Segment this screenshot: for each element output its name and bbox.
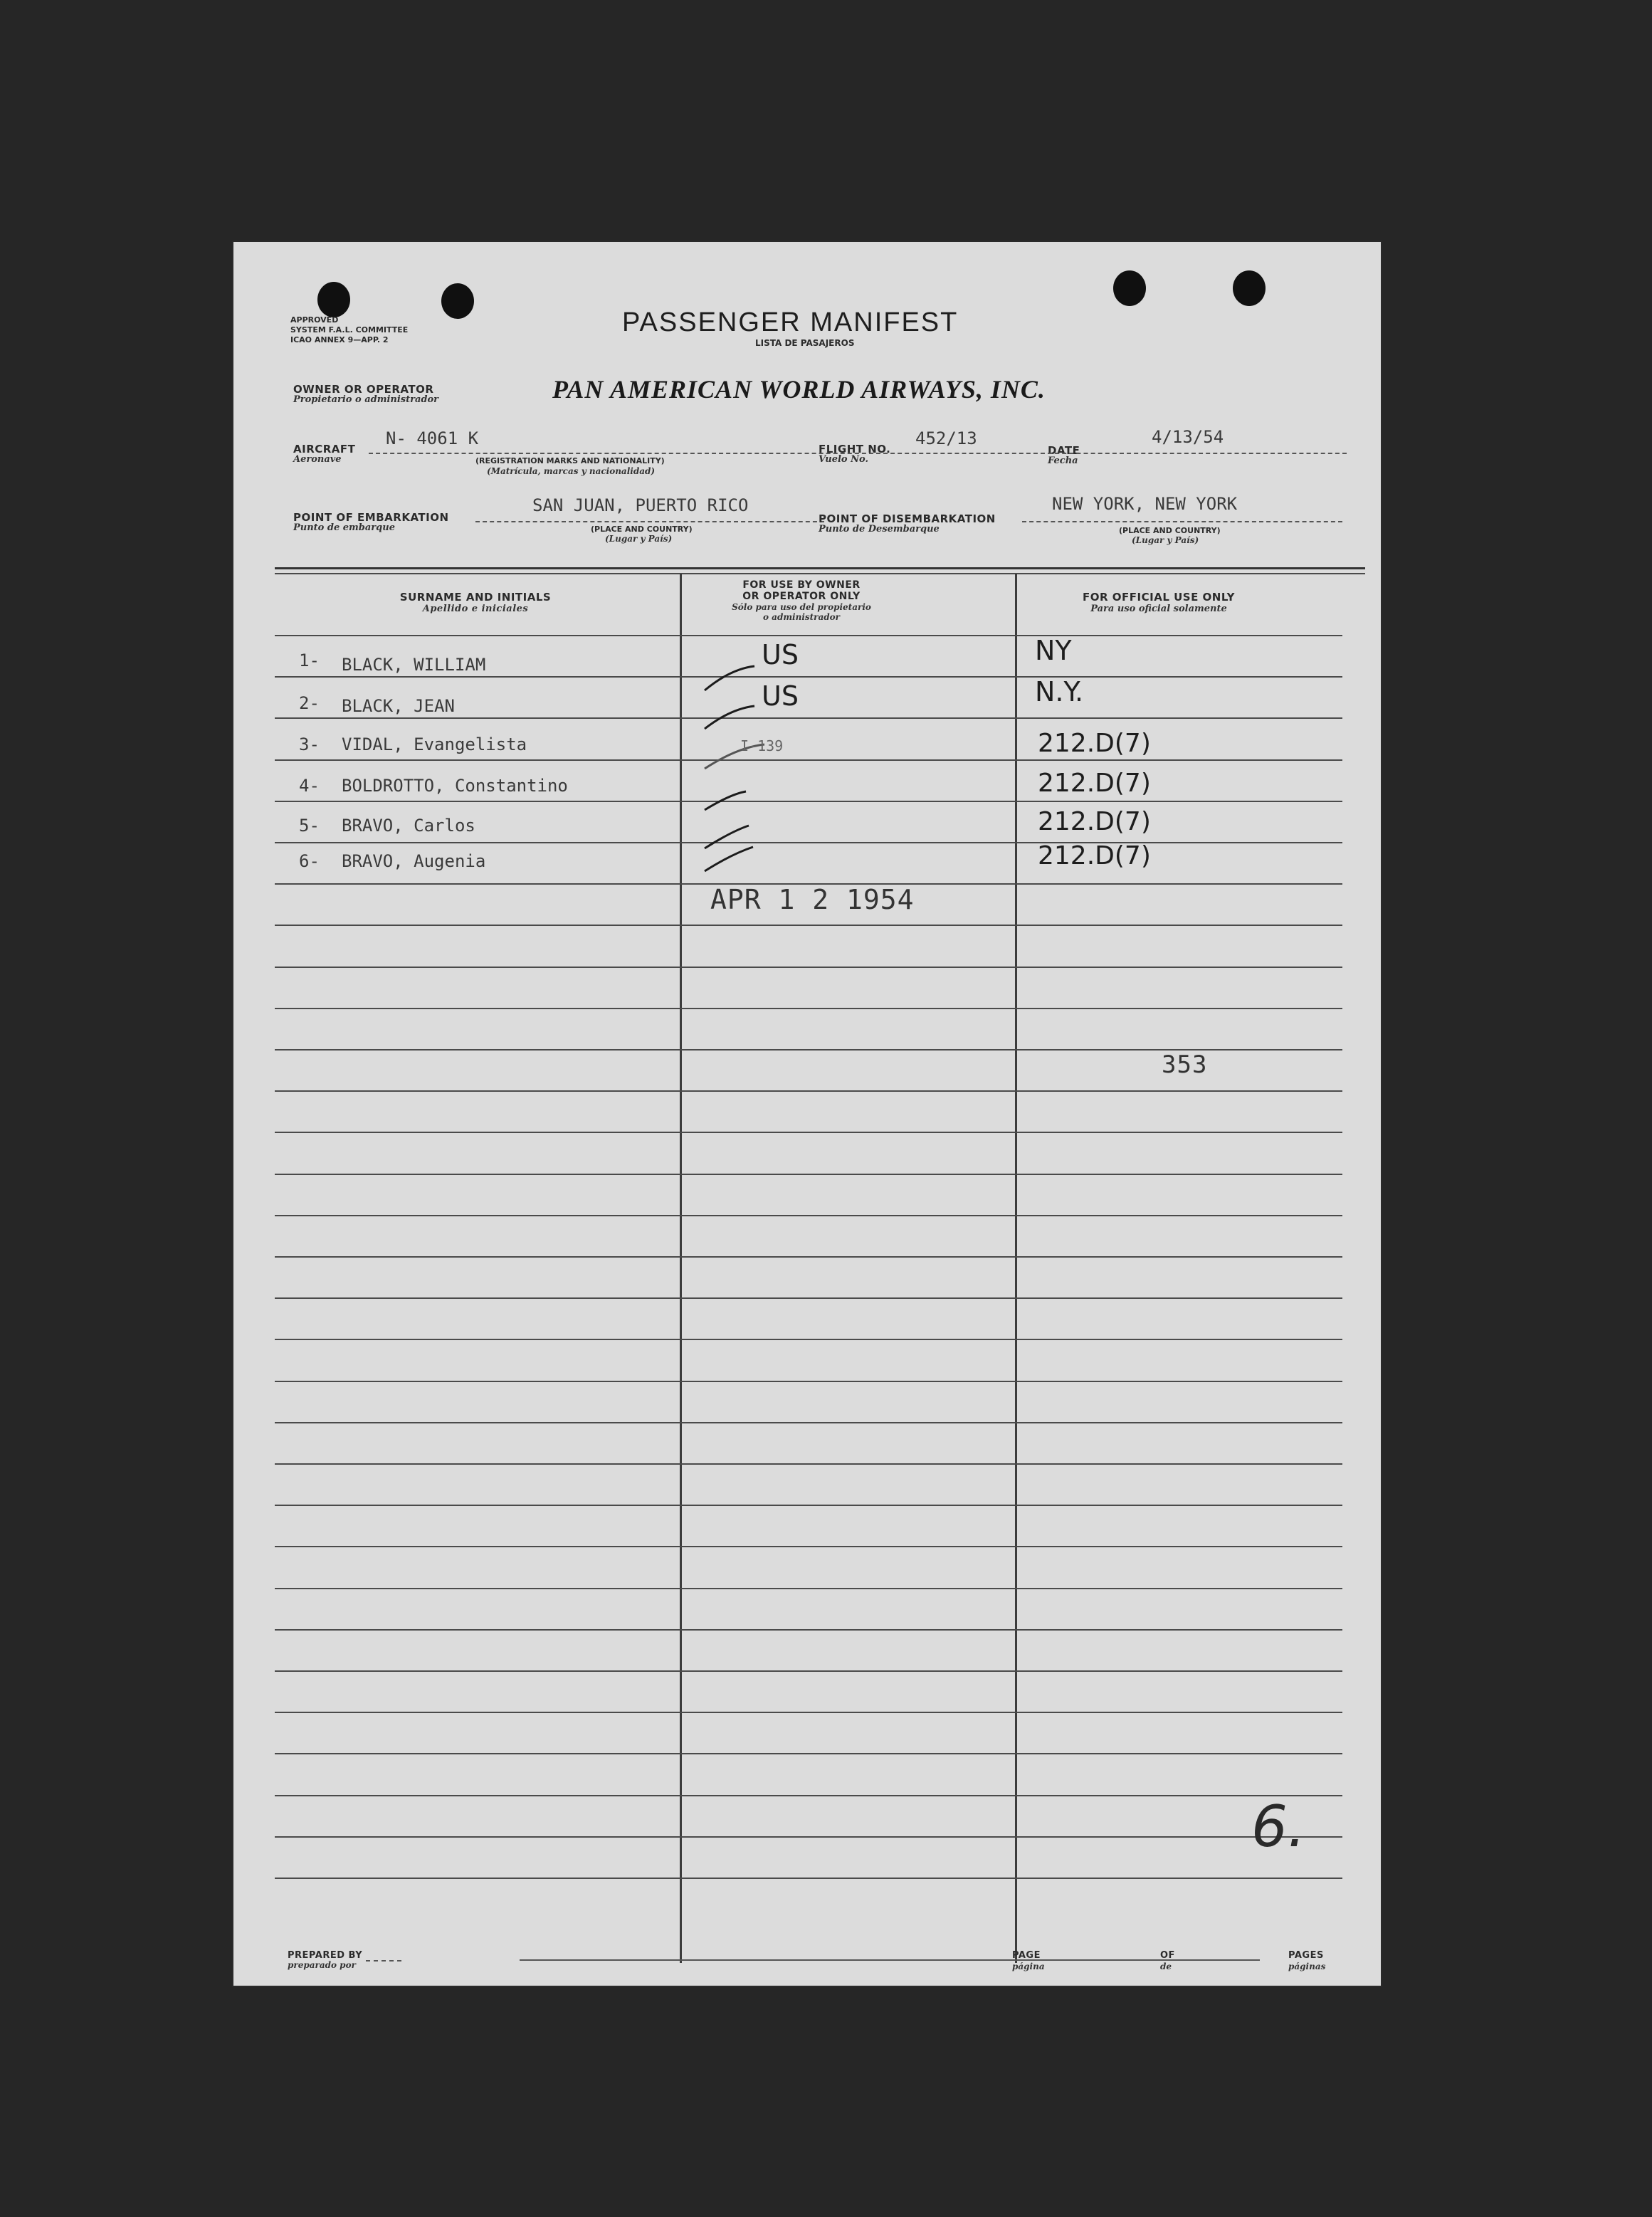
page-subtitle: LISTA DE PASAJEROS [755, 338, 855, 348]
col-official-label: FOR OFFICIAL USE ONLY [1083, 591, 1235, 604]
page-label-es: página [1012, 1961, 1045, 1971]
col-surname-label-es: Apellido e iniciales [422, 604, 529, 614]
row-rule [275, 1670, 1342, 1672]
page-label: PAGE [1012, 1950, 1041, 1961]
col-owner-label-es: Sólo para uso del propietario [732, 602, 871, 612]
prepared-label-es: preparado por [288, 1960, 356, 1970]
row-number: 5- [299, 816, 320, 836]
stamp-number: 353 [1162, 1050, 1208, 1079]
table-top-rule [275, 567, 1365, 569]
check-mark [705, 847, 753, 871]
row-rule [275, 925, 1342, 926]
disembark-caption-es: (Lugar y País) [1132, 535, 1199, 545]
approved-line: SYSTEM F.A.L. COMMITTEE [290, 325, 409, 335]
pages-label: PAGES [1288, 1950, 1324, 1961]
approved-line: APPROVED [290, 315, 339, 325]
col-header-owner [680, 579, 922, 622]
registration-caption: (REGISTRATION MARKS AND NATIONALITY) [475, 456, 665, 465]
footer-line [520, 1959, 1260, 1961]
row-rule [275, 1878, 1342, 1879]
col-official-label-es: Para uso oficial solamente [1090, 604, 1227, 614]
embark-line [475, 521, 824, 522]
official-mark: 212.D(7) [1038, 769, 1151, 798]
row-rule [275, 1090, 1342, 1092]
col-owner-label: OR OPERATOR ONLY [742, 591, 861, 602]
disembark-label-es: Punto de Desembarque [819, 524, 940, 534]
date-label-es: Fecha [1048, 455, 1078, 466]
row-rule [275, 1339, 1342, 1340]
official-mark: N.Y. [1035, 676, 1084, 707]
flight-label-es: Vuelo No. [819, 454, 868, 465]
passenger-name: BRAVO, Carlos [342, 816, 475, 836]
row-rule [275, 1422, 1342, 1423]
row-rule [275, 1008, 1342, 1009]
row-rule [275, 1753, 1342, 1754]
date-value: 4/13/54 [1152, 427, 1224, 447]
flight-label: FLIGHT NO. [819, 443, 891, 455]
row-rule [275, 1505, 1342, 1506]
row-rule [275, 1546, 1342, 1547]
col-header-surname [312, 591, 639, 614]
col-header-official [1031, 591, 1287, 614]
row-number: 1- [299, 651, 320, 670]
owner-label: OWNER OR OPERATOR [293, 383, 434, 396]
check-mark [705, 826, 749, 848]
aircraft-label: AIRCRAFT [293, 443, 356, 455]
pages-label-es: páginas [1288, 1961, 1326, 1971]
row-rule [275, 1836, 1342, 1838]
row-rule [275, 1174, 1342, 1175]
row-rule [275, 1629, 1342, 1631]
registration-caption-es: (Matrícula, marcas y nacionalidad) [487, 466, 656, 476]
aircraft-label-es: Aeronave [293, 454, 342, 465]
date-line [1048, 453, 1347, 454]
row-rule [275, 1381, 1342, 1382]
check-marks [680, 626, 823, 897]
punch-hole [317, 282, 350, 317]
disembark-label: POINT OF DISEMBARKATION [819, 512, 996, 525]
row-number: 4- [299, 776, 320, 796]
embark-label: POINT OF EMBARKATION [293, 511, 449, 524]
manifest-sheet [233, 242, 1381, 1986]
check-mark [705, 791, 746, 810]
disembark-caption: (PLACE AND COUNTRY) [1119, 526, 1221, 535]
row-rule [275, 1463, 1342, 1465]
passenger-name: BLACK, WILLIAM [342, 655, 486, 675]
passenger-name: BLACK, JEAN [342, 696, 455, 716]
of-label: OF [1160, 1950, 1175, 1961]
row-rule [275, 1256, 1342, 1258]
date-label: DATE [1048, 444, 1080, 457]
official-mark: 212.D(7) [1038, 729, 1151, 758]
row-number: 2- [299, 693, 320, 713]
official-mark: NY [1035, 635, 1072, 666]
col-owner-label: FOR USE BY OWNER [742, 579, 861, 591]
page-title: PASSENGER MANIFEST [622, 307, 959, 337]
row-rule [275, 1712, 1342, 1713]
punch-hole [441, 283, 474, 319]
official-mark: 212.D(7) [1038, 807, 1151, 836]
row-rule [275, 967, 1342, 968]
disembark-value: NEW YORK, NEW YORK [1052, 494, 1238, 514]
embark-label-es: Punto de embarque [293, 522, 395, 533]
owner-mark: US [762, 639, 799, 670]
embark-caption-es: (Lugar y País) [605, 534, 673, 544]
approved-line: ICAO ANNEX 9—APP. 2 [290, 335, 389, 344]
embark-value: SAN JUAN, PUERTO RICO [532, 495, 749, 515]
col-owner-label-es: o administrador [763, 612, 840, 622]
row-number: 3- [299, 734, 320, 754]
owner-mark: US [762, 680, 799, 712]
prepared-label: PREPARED BY [288, 1950, 363, 1961]
passenger-name: BRAVO, Augenia [342, 851, 486, 871]
punch-hole [1113, 270, 1146, 306]
row-number: 6- [299, 851, 320, 871]
handwritten-count: 6. [1251, 1794, 1306, 1860]
date-stamp: APR 1 2 1954 [710, 884, 915, 915]
row-rule [275, 1795, 1342, 1796]
aircraft-line [369, 453, 1052, 454]
row-rule [275, 1297, 1342, 1299]
row-rule [275, 1588, 1342, 1589]
of-label-es: de [1160, 1961, 1172, 1971]
check-mark [705, 666, 754, 690]
owner-label-es: Propietario o administrador [293, 394, 439, 405]
official-mark: 212.D(7) [1038, 841, 1151, 870]
flight-value: 452/13 [915, 428, 977, 448]
prepared-line [366, 1960, 401, 1961]
passenger-name: VIDAL, Evangelista [342, 734, 527, 754]
col-surname-label: SURNAME AND INITIALS [399, 591, 552, 604]
row-rule [275, 1215, 1342, 1216]
airline-name: PAN AMERICAN WORLD AIRWAYS, INC. [552, 375, 1046, 404]
owner-mark: I-139 [740, 737, 784, 754]
aircraft-value: N- 4061 K [386, 428, 479, 448]
embark-caption: (PLACE AND COUNTRY) [591, 525, 693, 534]
disembark-line [1022, 521, 1342, 522]
check-mark [705, 706, 754, 729]
punch-hole [1233, 270, 1266, 306]
passenger-name: BOLDROTTO, Constantino [342, 776, 568, 796]
table-top-rule [275, 573, 1365, 574]
column-divider [1015, 574, 1017, 1963]
row-rule [275, 1132, 1342, 1133]
